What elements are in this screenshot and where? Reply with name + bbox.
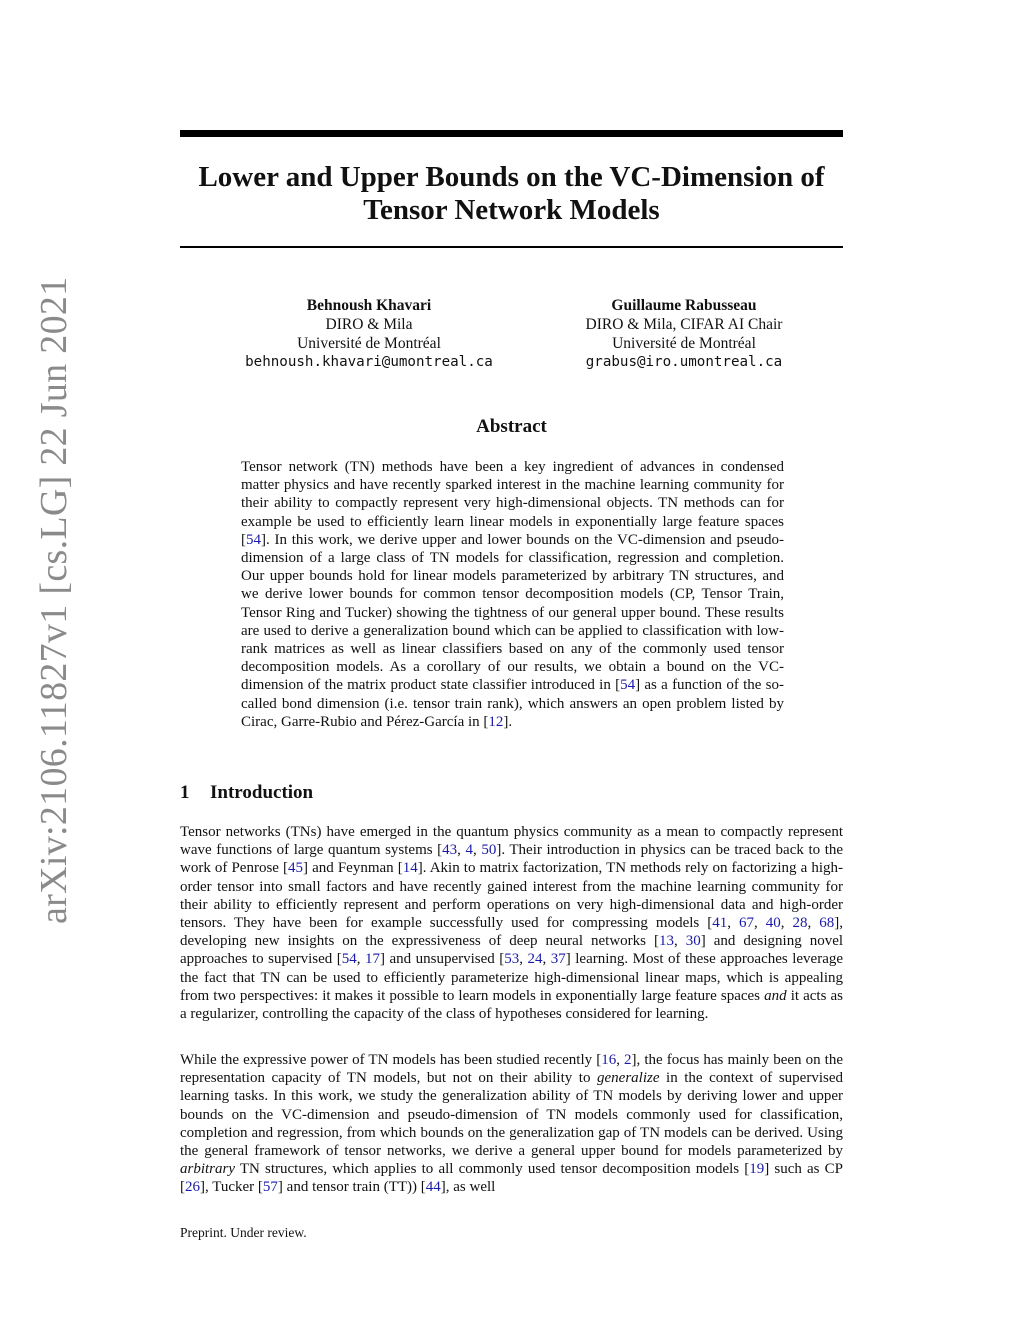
author-email[interactable]: behnoush.khavari@umontreal.ca [245, 354, 493, 370]
text-segment: ] and designing novel approaches to supervised [ [180, 933, 844, 968]
footer-note: Preprint. Under review. [180, 1225, 307, 1240]
citation-link[interactable]: 43 [442, 842, 458, 859]
text-segment: , [780, 915, 793, 932]
text-segment: ], developing new insights on the expressiveness of deep neural networks [ [180, 915, 844, 950]
title-line-2: Tensor Network Models [363, 194, 660, 226]
emphasis-text: and [764, 987, 787, 1004]
abstract-text-segment: Tensor network (TN) methods have been a key ingredient of advances in condensed matter physics and have recently sparked interest in the machine learning community for their ability to compactly represent very high-dimensional objects. TN methods can for example be used to efficiently learn linear models in exponentially large feature spaces [ [241, 459, 784, 548]
text-segment: , [473, 842, 482, 859]
citation-link[interactable]: 37 [550, 951, 566, 968]
citation-link[interactable]: 28 [792, 915, 808, 932]
text-segment: ] and unsupervised [ [380, 951, 505, 968]
text-segment: ], the focus has mainly been on the representation capacity of TN models, but not on their ability to [180, 1052, 844, 1087]
author-email[interactable]: grabus@iro.umontreal.ca [585, 354, 783, 370]
abstract-text-segment: ] as a function of the so-called bond dimension (i.e. tensor train rank), which answers an open problem listed by Cirac, Garre-Rubio and Pérez-García in [ [241, 677, 785, 730]
text-segment: While the expressive power of TN models has been studied recently [ [180, 1052, 602, 1068]
citation-link[interactable]: 26 [185, 1179, 200, 1196]
text-segment: ], as well [440, 1179, 496, 1196]
emphasis-text: generalize [597, 1070, 660, 1087]
text-segment: in the context of supervised learning tasks. In this work, we study the generalization ability of TN models by deriving lower and upper bounds on the VC-dimension and pseudo-dimension of TN models commonly used for classification, completion and regression, from which bounds on the generalization gap of TN models can be derived. Using the general framework of tensor networks, we derive a general upper bound for models parameterized by [180, 1070, 844, 1160]
author-name: Guillaume Rabusseau [611, 297, 757, 314]
citation-link[interactable]: 44 [425, 1179, 441, 1196]
text-segment: TN structures, which applies to all commonly used tensor decomposition models [ [235, 1161, 750, 1178]
title-bottom-rule [180, 246, 843, 248]
text-segment: , [616, 1052, 625, 1068]
citation-link[interactable]: 57 [262, 1179, 278, 1196]
text-segment: ] learning. Most of these approaches leverage the fact that TN can be used to efficiently parameterize high-dimensional linear maps, which is appealing from two perspectives: it makes it possible to learn models in exponentially large feature spaces [180, 951, 844, 1004]
paper-title [180, 161, 843, 227]
author-affiliation: DIRO & Mila, CIFAR AI Chair [585, 316, 783, 333]
text-segment: ]. Their introduction in physics can be traced back to the work of Penrose [ [180, 842, 844, 877]
text-segment: Tensor networks (TNs) have emerged in the quantum physics community as a mean to compactly represent wave functions of large quantum systems [ [180, 824, 843, 859]
text-segment: , [457, 842, 466, 859]
citation-link[interactable]: 53 [504, 951, 520, 968]
text-segment: , [519, 951, 528, 968]
citation-link[interactable]: 45 [288, 860, 304, 877]
citation-link[interactable]: 17 [365, 951, 380, 968]
author-institution: Université de Montréal [612, 335, 756, 352]
text-segment: , [807, 915, 820, 932]
section-number: 1 [180, 782, 190, 803]
text-segment: ] such as CP [ [180, 1161, 843, 1196]
abstract-text-segment: ]. [503, 713, 513, 730]
citation-link[interactable]: 50 [481, 842, 497, 859]
emphasis-text: arbitrary [180, 1161, 236, 1178]
text-segment: ]. Akin to matrix factorization, TN methods rely on factorizing a high-order tensor into small factors and have recently gained interest from the machine learning community for their ability to efficiently represent and perform operations on very high-dimensional data and high-order tensors. They have been for example successfully used for compressing models [ [180, 860, 843, 932]
text-segment: ], Tucker [ [200, 1179, 263, 1196]
citation-link[interactable]: 54 [246, 531, 261, 548]
text-segment: , [727, 915, 739, 932]
author-name: Behnoush Khavari [306, 297, 432, 314]
citation-link[interactable]: 54 [341, 951, 357, 968]
citation-link[interactable]: 41 [712, 915, 728, 932]
author-block-1 [219, 296, 519, 372]
title-line-1: Lower and Upper Bounds on the VC-Dimension of [198, 161, 825, 193]
arxiv-identifier-stamp: arXiv:2106.11827v1 [cs.LG] 22 Jun 2021 [33, 276, 75, 924]
abstract-heading: Abstract [476, 416, 547, 437]
text-segment: it acts as a regularizer, controlling the capacity of the class of hypotheses considered for learning. [180, 987, 844, 1023]
citation-link[interactable]: 14 [402, 860, 418, 877]
text-segment: , [542, 951, 551, 968]
author-institution: Université de Montréal [297, 335, 441, 352]
abstract-text [241, 458, 784, 731]
citation-link[interactable]: 4 [465, 842, 473, 859]
citation-link[interactable]: 2 [624, 1052, 632, 1068]
citation-link[interactable]: 68 [819, 915, 835, 932]
citation-link[interactable]: 54 [620, 677, 636, 694]
citation-link[interactable]: 24 [527, 951, 543, 968]
text-segment: , [673, 933, 686, 950]
title-top-rule [180, 130, 843, 137]
citation-link[interactable]: 13 [658, 933, 674, 950]
section-heading-introduction [180, 782, 843, 804]
intro-paragraph-2 [180, 1051, 843, 1197]
text-segment: ] and Feynman [ [303, 860, 403, 877]
abstract-text-segment: ]. In this work, we derive upper and lower bounds on the VC-dimension and pseudo-dimension of a large class of TN models for classification, regression and completion. Our upper bounds hold for linear models parameterized by arbitrary TN structures, and we derive lower bounds for common tensor decomposition models (CP, Tensor Train, Tensor Ring and Tucker) showing the tightness of our general upper bound. These results are used to derive a generalization bound which can be applied to classification with low-rank matrices as well as linear classifiers based on any of the commonly used tensor decomposition models. As a corollary of our results, we obtain a bound on the VC-dimension of the matrix product state classifier introduced in [ [241, 531, 784, 694]
citation-link[interactable]: 16 [601, 1052, 617, 1068]
text-segment: ] and tensor train (TT)) [ [277, 1179, 426, 1196]
citation-link[interactable]: 19 [749, 1161, 765, 1178]
text-segment: , [754, 915, 766, 932]
author-block-2 [546, 296, 822, 372]
citation-link[interactable]: 67 [739, 915, 754, 932]
text-segment: , [356, 951, 365, 968]
citation-link[interactable]: 12 [488, 713, 504, 730]
citation-link[interactable]: 40 [765, 915, 781, 932]
author-affiliation: DIRO & Mila [325, 316, 413, 333]
section-title: Introduction [210, 782, 314, 803]
citation-link[interactable]: 30 [685, 933, 701, 950]
intro-paragraph-1 [180, 823, 843, 1023]
